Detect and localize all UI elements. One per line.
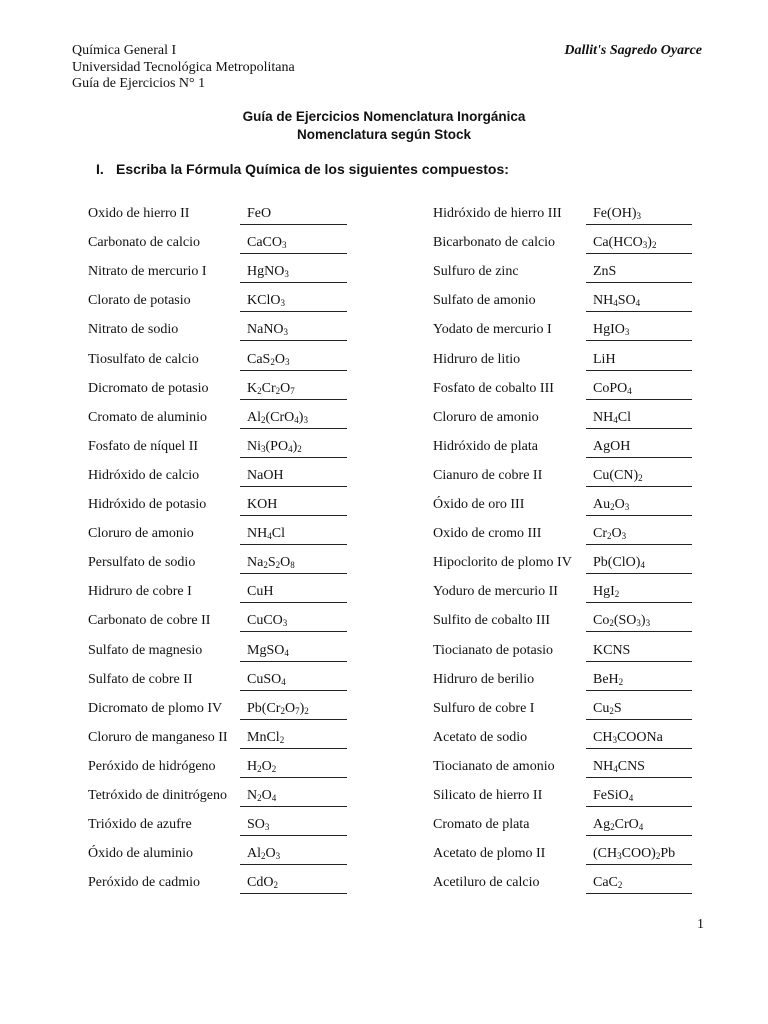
answer-line: [586, 319, 692, 341]
compound-name: Acetato de sodio: [433, 729, 528, 745]
compound-name: Sulfuro de zinc: [433, 264, 519, 280]
answer-line: [586, 203, 692, 225]
compound-name: Trióxido de azufre: [88, 817, 192, 833]
guide-number: Guía de Ejercicios N° 1: [72, 76, 206, 91]
chemical-formula: $Pb(ClO)_4$: [593, 555, 645, 571]
chemical-formula: CaC$_2$: [593, 875, 623, 891]
compound-name: Yoduro de mercurio II: [433, 584, 558, 600]
answer-line: [586, 872, 692, 894]
document-title: Guía de Ejercicios Nomenclatura Inorgánica: [242, 109, 526, 124]
chemical-formula: MgSO$_4$: [247, 642, 289, 658]
answer-line: [240, 872, 347, 894]
answer-line: [240, 261, 347, 283]
answer-line: [240, 552, 347, 574]
answer-line: [586, 698, 692, 720]
compound-name: Tetróxido de dinitrógeno: [88, 788, 227, 803]
author-name: Dallit's Sagredo Oyarce: [564, 43, 702, 58]
chemical-formula: KCNS: [593, 642, 631, 658]
answer-line: [586, 610, 692, 632]
chemical-formula: $SO_3$: [247, 817, 270, 833]
chemical-formula: $Ag_2CrO_4$: [593, 817, 644, 833]
compound-name: Persulfato de sodio: [88, 555, 196, 571]
chemical-formula: HgNO$_3$: [247, 264, 289, 280]
compound-name: Fosfato de níquel II: [88, 438, 199, 454]
document-subtitle: Nomenclatura según Stock: [296, 127, 472, 142]
section-number: I.: [96, 161, 104, 177]
answer-line: [586, 523, 692, 545]
compound-name: Oxido de hierro II: [88, 206, 190, 221]
compound-name: Sulfato de cobre II: [88, 671, 193, 687]
compound-name: Fosfato de cobalto III: [433, 380, 554, 396]
compound-name: Peróxido de cadmio: [88, 875, 200, 891]
compound-name: Tiocianato de amonio: [433, 758, 555, 774]
answer-line: [240, 698, 347, 720]
chemical-formula: $Au_2O_3$: [593, 497, 630, 512]
chemical-formula: $NH_4Cl$: [593, 409, 631, 425]
compound-name: Carbonato de calcio: [88, 235, 200, 251]
compound-name: Hidruro de litio: [433, 351, 521, 367]
answer-line: [240, 581, 347, 603]
compound-name: Hipoclorito de plomo IV: [433, 555, 572, 571]
section-heading: [96, 161, 509, 177]
answer-line: [240, 203, 347, 225]
compound-name: Cromato de plata: [433, 817, 530, 833]
answer-line: [586, 727, 692, 749]
chemical-formula: KOH: [247, 497, 278, 512]
compound-name: Sulfuro de cobre I: [433, 700, 535, 716]
answer-line: [240, 669, 347, 691]
answer-line: [240, 610, 347, 632]
answer-line: [586, 465, 692, 487]
answer-line: [240, 436, 347, 458]
answer-line: [586, 552, 692, 574]
course-name: Química General I: [72, 43, 177, 58]
compound-name: Acetiluro de calcio: [433, 875, 540, 891]
answer-line: [240, 232, 347, 254]
compound-name: Sulfato de magnesio: [88, 642, 203, 658]
answer-line: [240, 814, 347, 836]
chemical-formula: KClO$_3$: [247, 293, 285, 309]
chemical-formula: $Al_2O_3$: [247, 846, 281, 862]
chemical-formula: $NH_4SO_4$: [593, 293, 641, 309]
chemical-formula: $Al_2(CrO_4)_3$: [247, 409, 308, 425]
chemical-formula: CdO$_2$: [247, 875, 278, 891]
compound-name: Acetato de plomo II: [433, 846, 546, 862]
chemical-formula: MnCl$_2$: [247, 729, 285, 745]
answer-line: [240, 494, 347, 516]
chemical-formula: $Cr_2O_3$: [593, 526, 627, 542]
answer-line: [586, 436, 692, 458]
chemical-formula: $Cu(CN)_2$: [593, 467, 643, 483]
compound-name: Hidróxido de calcio: [88, 467, 200, 483]
chemical-formula: $NH_4Cl$: [247, 526, 285, 542]
answer-line: [240, 290, 347, 312]
chemical-formula: FeSiO$_4$: [593, 788, 634, 803]
chemical-formula: $N_2O_4$: [247, 788, 277, 803]
chemical-formula: $Na_2S_2O_8$: [247, 555, 295, 571]
compound-name: Hidróxido de potasio: [88, 497, 207, 512]
chemical-formula: $Pb(Cr_2O_7)_2$: [247, 700, 309, 716]
compound-name: Hidróxido de plata: [433, 438, 538, 454]
compound-name: Cloruro de amonio: [433, 409, 539, 425]
answer-line: [586, 407, 692, 429]
chemical-formula: $K_2Cr_2O_7$: [247, 380, 295, 396]
chemical-formula: CoPO$_4$: [593, 380, 632, 396]
compound-name: Hidruro de cobre I: [88, 584, 192, 600]
answer-line: [586, 814, 692, 836]
answer-line: [586, 349, 692, 371]
answer-line: [586, 756, 692, 778]
answer-line: [240, 785, 347, 807]
compound-name: Óxido de aluminio: [88, 846, 193, 862]
chemical-formula: $(CH_3COO)_2Pb$: [593, 846, 676, 862]
answer-line: [240, 523, 347, 545]
answer-line: [240, 843, 347, 865]
answer-line: [586, 669, 692, 691]
chemical-formula: NaOH: [247, 467, 284, 483]
chemical-formula: HgIO$_3$: [593, 322, 630, 338]
chemical-formula: CuCO$_3$: [247, 613, 288, 629]
chemical-formula: HgI$_2$: [593, 584, 620, 600]
chemical-formula: $H_2O_2$: [247, 758, 277, 774]
compound-name: Nitrato de mercurio I: [88, 264, 207, 280]
chemical-formula: AgOH: [593, 438, 631, 454]
answer-line: [240, 727, 347, 749]
chemical-formula: $Cu_2S$: [593, 700, 622, 716]
compound-name: Cromato de aluminio: [88, 409, 207, 425]
chemical-formula: CaCO$_3$: [247, 235, 287, 251]
compound-name: Carbonato de cobre II: [88, 613, 211, 629]
answer-line: [586, 261, 692, 283]
compound-name: Hidruro de berilio: [433, 671, 535, 687]
compound-name: Dicromato de potasio: [88, 380, 209, 396]
compound-name: Sulfato de amonio: [433, 293, 536, 309]
answer-line: [586, 290, 692, 312]
compound-name: Silicato de hierro II: [433, 788, 543, 803]
chemical-formula: $CaS_2O_3$: [247, 351, 290, 367]
compound-name: Hidróxido de hierro III: [433, 206, 562, 221]
compound-name: Tiosulfato de calcio: [88, 351, 199, 367]
compound-name: Sulfito de cobalto III: [433, 613, 551, 629]
answer-line: [586, 581, 692, 603]
answer-line: [240, 465, 347, 487]
compound-name: Nitrato de sodio: [88, 322, 179, 338]
compound-name: Bicarbonato de calcio: [433, 235, 556, 251]
answer-line: [586, 785, 692, 807]
chemical-formula: $Ni_3(PO_4)_2$: [247, 438, 302, 454]
course-header: [72, 43, 295, 93]
answer-line: [240, 640, 347, 662]
answer-line: [586, 843, 692, 865]
answer-line: [586, 494, 692, 516]
chemical-formula: $Co_2(SO_3)_3$: [593, 613, 651, 629]
answer-line: [240, 319, 347, 341]
page-number: 1: [697, 917, 704, 932]
answer-line: [586, 640, 692, 662]
chemical-formula: NaNO$_3$: [247, 322, 289, 338]
compound-name: Yodato de mercurio I: [433, 322, 552, 338]
compound-name: Cloruro de manganeso II: [88, 729, 228, 745]
compound-name: Cloruro de amonio: [88, 526, 194, 542]
compound-name: Tiocianato de potasio: [433, 642, 554, 658]
chemical-formula: CuSO$_4$: [247, 671, 286, 687]
chemical-formula: FeO: [247, 206, 272, 221]
answer-line: [240, 407, 347, 429]
chemical-formula: $Ca(HCO_3)_2$: [593, 235, 657, 251]
answer-line: [586, 378, 692, 400]
answer-line: [240, 349, 347, 371]
chemical-formula: ZnS: [593, 264, 617, 280]
compound-name: Cianuro de cobre II: [433, 467, 543, 483]
chemical-formula: $NH_4CNS$: [593, 758, 645, 774]
chemical-formula: CuH: [247, 584, 274, 600]
chemical-formula: BeH$_2$: [593, 671, 624, 687]
answer-line: [240, 756, 347, 778]
section-instruction: Escriba la Fórmula Química de los siguientes compuestos:: [116, 161, 509, 177]
compound-name: Óxido de oro III: [433, 497, 525, 512]
compound-name: Dicromato de plomo IV: [88, 700, 223, 716]
compound-name: Peróxido de hidrógeno: [88, 758, 216, 774]
chemical-formula: $CH_3COONa$: [593, 729, 663, 745]
chemical-formula: LiH: [593, 351, 616, 367]
compound-name: Clorato de potasio: [88, 293, 191, 309]
answer-line: [240, 378, 347, 400]
answer-line: [586, 232, 692, 254]
compound-name: Oxido de cromo III: [433, 526, 542, 542]
university-name: Universidad Tecnológica Metropolitana: [72, 59, 295, 75]
chemical-formula: $Fe(OH)_3$: [593, 206, 642, 221]
